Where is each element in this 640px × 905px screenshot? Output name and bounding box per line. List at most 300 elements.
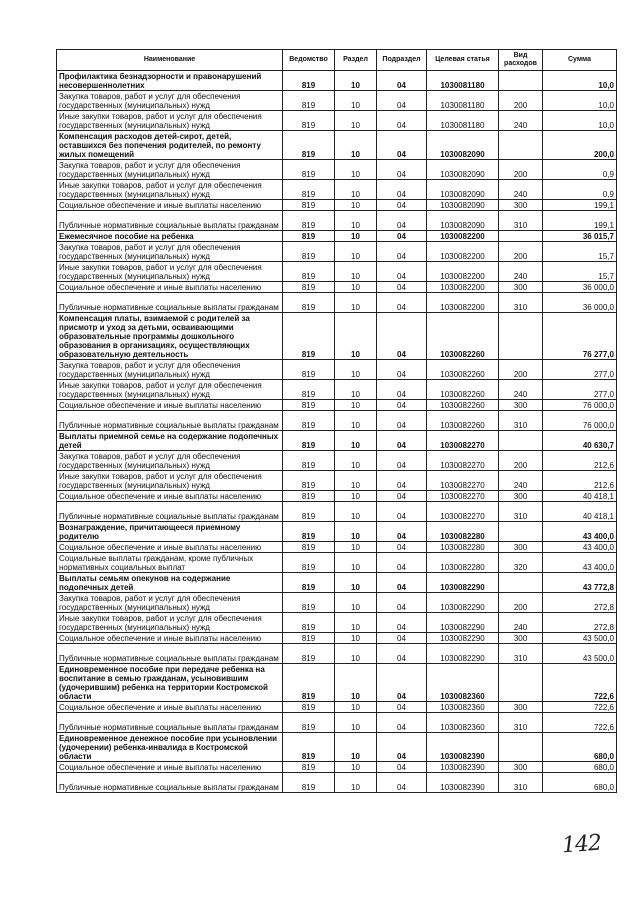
cell-name: Закупка товаров, работ и услуг для обеспечения государственных (муниципальных) нужд bbox=[57, 160, 283, 180]
cell-section: 10 bbox=[335, 553, 377, 573]
cell-subsection: 04 bbox=[377, 633, 427, 644]
table-row bbox=[57, 522, 617, 542]
cell-subsection: 04 bbox=[377, 293, 427, 313]
cell-dept: 819 bbox=[283, 471, 335, 491]
cell-sum: 277,0 bbox=[543, 380, 617, 400]
cell-subsection: 04 bbox=[377, 491, 427, 502]
cell-type: 200 bbox=[499, 451, 543, 471]
cell-type: 300 bbox=[499, 762, 543, 773]
table-row bbox=[57, 200, 617, 211]
cell-name: Социальное обеспечение и иные выплаты населению bbox=[57, 200, 283, 211]
cell-sum: 40 418,1 bbox=[543, 502, 617, 522]
cell-subsection: 04 bbox=[377, 451, 427, 471]
cell-type: 310 bbox=[499, 773, 543, 793]
cell-dept: 819 bbox=[283, 71, 335, 91]
cell-name: Публичные нормативные социальные выплаты гражданам bbox=[57, 713, 283, 733]
cell-name: Закупка товаров, работ и услуг для обеспечения государственных (муниципальных) нужд bbox=[57, 451, 283, 471]
cell-subsection: 04 bbox=[377, 160, 427, 180]
table-row bbox=[57, 491, 617, 502]
cell-type: 200 bbox=[499, 160, 543, 180]
cell-target: 1030082390 bbox=[427, 762, 499, 773]
header-target: Целевая статья bbox=[427, 50, 499, 71]
cell-name: Компенсация расходов детей-сирот, детей, оставшихся без попечения родителей, по ремонту жилых помещений bbox=[57, 131, 283, 160]
cell-section: 10 bbox=[335, 200, 377, 211]
table-row bbox=[57, 111, 617, 131]
table-row bbox=[57, 91, 617, 111]
cell-sum: 722,6 bbox=[543, 664, 617, 702]
header-section: Раздел bbox=[335, 50, 377, 71]
cell-name: Публичные нормативные социальные выплаты гражданам bbox=[57, 411, 283, 431]
cell-subsection: 04 bbox=[377, 131, 427, 160]
cell-name: Компенсация платы, взимаемой с родителей за присмотр и уход за детьми, осваивающими образовательные программы дошкольного образования в организациях, осуществляющих образовательную деятельность bbox=[57, 313, 283, 360]
cell-target: 1030082200 bbox=[427, 282, 499, 293]
cell-dept: 819 bbox=[283, 664, 335, 702]
cell-type: 310 bbox=[499, 411, 543, 431]
cell-section: 10 bbox=[335, 542, 377, 553]
table-row bbox=[57, 542, 617, 553]
cell-type: 240 bbox=[499, 111, 543, 131]
cell-target: 1030082090 bbox=[427, 180, 499, 200]
cell-type bbox=[499, 431, 543, 451]
cell-target: 1030082200 bbox=[427, 262, 499, 282]
cell-target: 1030082290 bbox=[427, 613, 499, 633]
cell-dept: 819 bbox=[283, 702, 335, 713]
cell-dept: 819 bbox=[283, 91, 335, 111]
cell-section: 10 bbox=[335, 573, 377, 593]
table-row bbox=[57, 644, 617, 664]
table-row bbox=[57, 313, 617, 360]
cell-dept: 819 bbox=[283, 762, 335, 773]
cell-name: Публичные нормативные социальные выплаты гражданам bbox=[57, 211, 283, 231]
cell-dept: 819 bbox=[283, 593, 335, 613]
cell-subsection: 04 bbox=[377, 522, 427, 542]
cell-section: 10 bbox=[335, 633, 377, 644]
cell-section: 10 bbox=[335, 491, 377, 502]
table-row bbox=[57, 713, 617, 733]
cell-section: 10 bbox=[335, 313, 377, 360]
cell-target: 1030082090 bbox=[427, 160, 499, 180]
cell-target: 1030081180 bbox=[427, 111, 499, 131]
table-row bbox=[57, 262, 617, 282]
header-name: Наименование bbox=[57, 50, 283, 71]
header-dept: Ведомство bbox=[283, 50, 335, 71]
cell-dept: 819 bbox=[283, 411, 335, 431]
table-row bbox=[57, 471, 617, 491]
cell-section: 10 bbox=[335, 71, 377, 91]
table-row bbox=[57, 664, 617, 702]
cell-type: 300 bbox=[499, 200, 543, 211]
cell-subsection: 04 bbox=[377, 431, 427, 451]
cell-name: Иные закупки товаров, работ и услуг для обеспечения государственных (муниципальных) нужд bbox=[57, 111, 283, 131]
cell-dept: 819 bbox=[283, 282, 335, 293]
cell-subsection: 04 bbox=[377, 200, 427, 211]
cell-sum: 36 000,0 bbox=[543, 293, 617, 313]
cell-name: Публичные нормативные социальные выплаты гражданам bbox=[57, 502, 283, 522]
cell-name: Социальное обеспечение и иные выплаты населению bbox=[57, 542, 283, 553]
cell-dept: 819 bbox=[283, 180, 335, 200]
cell-subsection: 04 bbox=[377, 762, 427, 773]
cell-section: 10 bbox=[335, 293, 377, 313]
cell-name: Закупка товаров, работ и услуг для обеспечения государственных (муниципальных) нужд bbox=[57, 360, 283, 380]
table-row bbox=[57, 360, 617, 380]
cell-type: 300 bbox=[499, 633, 543, 644]
cell-subsection: 04 bbox=[377, 231, 427, 242]
cell-subsection: 04 bbox=[377, 773, 427, 793]
table-row bbox=[57, 773, 617, 793]
table-row bbox=[57, 160, 617, 180]
cell-dept: 819 bbox=[283, 613, 335, 633]
cell-type: 300 bbox=[499, 282, 543, 293]
cell-target: 1030082090 bbox=[427, 200, 499, 211]
cell-subsection: 04 bbox=[377, 360, 427, 380]
cell-name: Иные закупки товаров, работ и услуг для обеспечения государственных (муниципальных) нужд bbox=[57, 380, 283, 400]
cell-name: Иные закупки товаров, работ и услуг для обеспечения государственных (муниципальных) нужд bbox=[57, 262, 283, 282]
cell-sum: 200,0 bbox=[543, 131, 617, 160]
cell-section: 10 bbox=[335, 91, 377, 111]
cell-target: 1030082270 bbox=[427, 471, 499, 491]
cell-dept: 819 bbox=[283, 644, 335, 664]
cell-name: Иные закупки товаров, работ и услуг для обеспечения государственных (муниципальных) нужд bbox=[57, 613, 283, 633]
cell-sum: 15,7 bbox=[543, 262, 617, 282]
cell-dept: 819 bbox=[283, 242, 335, 262]
cell-section: 10 bbox=[335, 411, 377, 431]
table-row bbox=[57, 502, 617, 522]
cell-section: 10 bbox=[335, 471, 377, 491]
cell-sum: 76 000,0 bbox=[543, 411, 617, 431]
table-row bbox=[57, 380, 617, 400]
table-row bbox=[57, 633, 617, 644]
cell-section: 10 bbox=[335, 180, 377, 200]
cell-subsection: 04 bbox=[377, 180, 427, 200]
cell-name: Социальное обеспечение и иные выплаты населению bbox=[57, 400, 283, 411]
cell-section: 10 bbox=[335, 762, 377, 773]
cell-target: 1030082290 bbox=[427, 644, 499, 664]
cell-type: 300 bbox=[499, 542, 543, 553]
cell-sum: 43 500,0 bbox=[543, 644, 617, 664]
cell-section: 10 bbox=[335, 282, 377, 293]
cell-dept: 819 bbox=[283, 713, 335, 733]
cell-type: 240 bbox=[499, 180, 543, 200]
cell-subsection: 04 bbox=[377, 471, 427, 491]
cell-dept: 819 bbox=[283, 293, 335, 313]
cell-target: 1030082290 bbox=[427, 633, 499, 644]
cell-section: 10 bbox=[335, 664, 377, 702]
table-row bbox=[57, 242, 617, 262]
cell-subsection: 04 bbox=[377, 71, 427, 91]
cell-subsection: 04 bbox=[377, 573, 427, 593]
cell-type: 300 bbox=[499, 400, 543, 411]
table-row bbox=[57, 293, 617, 313]
cell-type: 300 bbox=[499, 491, 543, 502]
cell-target: 1030082090 bbox=[427, 211, 499, 231]
cell-section: 10 bbox=[335, 360, 377, 380]
cell-sum: 40 418,1 bbox=[543, 491, 617, 502]
cell-type: 310 bbox=[499, 644, 543, 664]
cell-subsection: 04 bbox=[377, 91, 427, 111]
cell-section: 10 bbox=[335, 502, 377, 522]
cell-dept: 819 bbox=[283, 733, 335, 762]
cell-sum: 277,0 bbox=[543, 360, 617, 380]
cell-target: 1030082290 bbox=[427, 573, 499, 593]
cell-sum: 10,0 bbox=[543, 71, 617, 91]
cell-target: 1030082360 bbox=[427, 702, 499, 713]
cell-sum: 0,9 bbox=[543, 160, 617, 180]
cell-section: 10 bbox=[335, 131, 377, 160]
cell-name: Социальное обеспечение и иные выплаты населению bbox=[57, 491, 283, 502]
cell-name: Выплаты приемной семье на содержание подопечных детей bbox=[57, 431, 283, 451]
cell-target: 1030082260 bbox=[427, 380, 499, 400]
cell-type: 200 bbox=[499, 360, 543, 380]
cell-sum: 43 400,0 bbox=[543, 522, 617, 542]
table-row bbox=[57, 733, 617, 762]
cell-dept: 819 bbox=[283, 573, 335, 593]
cell-name: Социальное обеспечение и иные выплаты населению bbox=[57, 633, 283, 644]
cell-type bbox=[499, 664, 543, 702]
cell-target: 1030082280 bbox=[427, 522, 499, 542]
cell-name: Закупка товаров, работ и услуг для обеспечения государственных (муниципальных) нужд bbox=[57, 91, 283, 111]
cell-target: 1030082260 bbox=[427, 360, 499, 380]
header-subsection: Подраздел bbox=[377, 50, 427, 71]
cell-section: 10 bbox=[335, 160, 377, 180]
cell-name: Публичные нормативные социальные выплаты гражданам bbox=[57, 644, 283, 664]
cell-type bbox=[499, 231, 543, 242]
table-row bbox=[57, 762, 617, 773]
cell-subsection: 04 bbox=[377, 111, 427, 131]
cell-type: 310 bbox=[499, 293, 543, 313]
cell-dept: 819 bbox=[283, 553, 335, 573]
cell-name: Вознаграждение, причитающееся приемному родителю bbox=[57, 522, 283, 542]
cell-sum: 15,7 bbox=[543, 242, 617, 262]
table-row bbox=[57, 411, 617, 431]
cell-name: Ежемесячное пособие на ребенка bbox=[57, 231, 283, 242]
cell-dept: 819 bbox=[283, 160, 335, 180]
cell-sum: 680,0 bbox=[543, 773, 617, 793]
cell-target: 1030082290 bbox=[427, 593, 499, 613]
cell-target: 1030082260 bbox=[427, 411, 499, 431]
table-row bbox=[57, 593, 617, 613]
cell-target: 1030081180 bbox=[427, 91, 499, 111]
cell-type bbox=[499, 733, 543, 762]
cell-sum: 76 277,0 bbox=[543, 313, 617, 360]
cell-sum: 212,6 bbox=[543, 451, 617, 471]
cell-dept: 819 bbox=[283, 522, 335, 542]
cell-section: 10 bbox=[335, 733, 377, 762]
cell-sum: 212,6 bbox=[543, 471, 617, 491]
cell-type bbox=[499, 573, 543, 593]
cell-dept: 819 bbox=[283, 400, 335, 411]
cell-name: Иные закупки товаров, работ и услуг для обеспечения государственных (муниципальных) нужд bbox=[57, 471, 283, 491]
header-sum: Сумма bbox=[543, 50, 617, 71]
cell-type: 240 bbox=[499, 380, 543, 400]
table-row bbox=[57, 553, 617, 573]
cell-dept: 819 bbox=[283, 542, 335, 553]
cell-target: 1030082390 bbox=[427, 733, 499, 762]
cell-target: 1030082090 bbox=[427, 131, 499, 160]
cell-name: Единовременное денежное пособие при усыновлении (удочерении) ребенка-инвалида в Костромской области bbox=[57, 733, 283, 762]
cell-section: 10 bbox=[335, 713, 377, 733]
cell-target: 1030082360 bbox=[427, 713, 499, 733]
header-type: Вид расходов bbox=[499, 50, 543, 71]
budget-table bbox=[56, 49, 617, 793]
cell-section: 10 bbox=[335, 400, 377, 411]
cell-target: 1030082270 bbox=[427, 451, 499, 471]
cell-target: 1030082280 bbox=[427, 553, 499, 573]
cell-type bbox=[499, 131, 543, 160]
cell-sum: 199,1 bbox=[543, 211, 617, 231]
cell-name: Социальное обеспечение и иные выплаты населению bbox=[57, 282, 283, 293]
cell-section: 10 bbox=[335, 644, 377, 664]
cell-section: 10 bbox=[335, 702, 377, 713]
table-row bbox=[57, 400, 617, 411]
cell-dept: 819 bbox=[283, 451, 335, 471]
cell-subsection: 04 bbox=[377, 380, 427, 400]
cell-sum: 272,8 bbox=[543, 593, 617, 613]
cell-subsection: 04 bbox=[377, 702, 427, 713]
table-row bbox=[57, 451, 617, 471]
cell-dept: 819 bbox=[283, 211, 335, 231]
cell-name: Закупка товаров, работ и услуг для обеспечения государственных (муниципальных) нужд bbox=[57, 242, 283, 262]
cell-dept: 819 bbox=[283, 231, 335, 242]
cell-target: 1030082200 bbox=[427, 242, 499, 262]
cell-subsection: 04 bbox=[377, 542, 427, 553]
cell-dept: 819 bbox=[283, 313, 335, 360]
cell-sum: 10,0 bbox=[543, 111, 617, 131]
cell-dept: 819 bbox=[283, 262, 335, 282]
cell-sum: 680,0 bbox=[543, 762, 617, 773]
cell-type: 240 bbox=[499, 262, 543, 282]
cell-type: 310 bbox=[499, 502, 543, 522]
cell-name: Профилактика безнадзорности и правонарушений несовершеннолетних bbox=[57, 71, 283, 91]
cell-subsection: 04 bbox=[377, 400, 427, 411]
cell-sum: 43 500,0 bbox=[543, 633, 617, 644]
cell-subsection: 04 bbox=[377, 502, 427, 522]
cell-subsection: 04 bbox=[377, 644, 427, 664]
cell-section: 10 bbox=[335, 593, 377, 613]
cell-target: 1030082360 bbox=[427, 664, 499, 702]
cell-sum: 43 772,8 bbox=[543, 573, 617, 593]
cell-sum: 272,8 bbox=[543, 613, 617, 633]
cell-sum: 76 000,0 bbox=[543, 400, 617, 411]
cell-dept: 819 bbox=[283, 200, 335, 211]
cell-type: 200 bbox=[499, 91, 543, 111]
cell-target: 1030082280 bbox=[427, 542, 499, 553]
cell-subsection: 04 bbox=[377, 613, 427, 633]
cell-subsection: 04 bbox=[377, 733, 427, 762]
table-body bbox=[57, 71, 617, 793]
cell-section: 10 bbox=[335, 613, 377, 633]
table-row bbox=[57, 71, 617, 91]
table-row bbox=[57, 211, 617, 231]
table-row bbox=[57, 702, 617, 713]
cell-name: Публичные нормативные социальные выплаты гражданам bbox=[57, 293, 283, 313]
cell-name: Выплаты семьям опекунов на содержание подопечных детей bbox=[57, 573, 283, 593]
cell-dept: 819 bbox=[283, 360, 335, 380]
cell-name: Социальное обеспечение и иные выплаты населению bbox=[57, 702, 283, 713]
cell-dept: 819 bbox=[283, 773, 335, 793]
cell-type: 240 bbox=[499, 471, 543, 491]
cell-section: 10 bbox=[335, 522, 377, 542]
cell-target: 1030082390 bbox=[427, 773, 499, 793]
cell-dept: 819 bbox=[283, 380, 335, 400]
cell-sum: 10,0 bbox=[543, 91, 617, 111]
page-number: 142 bbox=[561, 830, 602, 859]
cell-target: 1030082270 bbox=[427, 502, 499, 522]
cell-section: 10 bbox=[335, 380, 377, 400]
cell-target: 1030082270 bbox=[427, 431, 499, 451]
cell-section: 10 bbox=[335, 231, 377, 242]
cell-sum: 722,6 bbox=[543, 713, 617, 733]
cell-type: 310 bbox=[499, 211, 543, 231]
cell-section: 10 bbox=[335, 431, 377, 451]
cell-type: 200 bbox=[499, 593, 543, 613]
cell-sum: 43 400,0 bbox=[543, 553, 617, 573]
table-row bbox=[57, 573, 617, 593]
cell-target: 1030082260 bbox=[427, 313, 499, 360]
cell-dept: 819 bbox=[283, 131, 335, 160]
cell-sum: 36 015,7 bbox=[543, 231, 617, 242]
cell-sum: 722,6 bbox=[543, 702, 617, 713]
table-row bbox=[57, 131, 617, 160]
cell-type: 300 bbox=[499, 702, 543, 713]
cell-sum: 36 000,0 bbox=[543, 282, 617, 293]
cell-subsection: 04 bbox=[377, 593, 427, 613]
table-row bbox=[57, 231, 617, 242]
cell-subsection: 04 bbox=[377, 282, 427, 293]
cell-type: 310 bbox=[499, 713, 543, 733]
cell-type bbox=[499, 71, 543, 91]
cell-section: 10 bbox=[335, 773, 377, 793]
cell-subsection: 04 bbox=[377, 713, 427, 733]
cell-dept: 819 bbox=[283, 111, 335, 131]
cell-section: 10 bbox=[335, 451, 377, 471]
cell-type: 240 bbox=[499, 613, 543, 633]
cell-subsection: 04 bbox=[377, 553, 427, 573]
cell-section: 10 bbox=[335, 211, 377, 231]
cell-subsection: 04 bbox=[377, 211, 427, 231]
cell-dept: 819 bbox=[283, 491, 335, 502]
cell-subsection: 04 bbox=[377, 242, 427, 262]
cell-dept: 819 bbox=[283, 633, 335, 644]
cell-subsection: 04 bbox=[377, 664, 427, 702]
cell-type bbox=[499, 313, 543, 360]
cell-type: 200 bbox=[499, 242, 543, 262]
cell-section: 10 bbox=[335, 262, 377, 282]
table-row bbox=[57, 431, 617, 451]
cell-name: Социальное обеспечение и иные выплаты населению bbox=[57, 762, 283, 773]
cell-section: 10 bbox=[335, 111, 377, 131]
cell-sum: 680,0 bbox=[543, 733, 617, 762]
cell-type: 320 bbox=[499, 553, 543, 573]
cell-target: 1030082200 bbox=[427, 293, 499, 313]
cell-name: Публичные нормативные социальные выплаты гражданам bbox=[57, 773, 283, 793]
cell-dept: 819 bbox=[283, 431, 335, 451]
table-row bbox=[57, 613, 617, 633]
cell-target: 1030082270 bbox=[427, 491, 499, 502]
cell-sum: 0,9 bbox=[543, 180, 617, 200]
cell-target: 1030082260 bbox=[427, 400, 499, 411]
cell-target: 1030082200 bbox=[427, 231, 499, 242]
cell-sum: 43 400,0 bbox=[543, 542, 617, 553]
cell-name: Закупка товаров, работ и услуг для обеспечения государственных (муниципальных) нужд bbox=[57, 593, 283, 613]
table-row bbox=[57, 282, 617, 293]
cell-subsection: 04 bbox=[377, 411, 427, 431]
cell-name: Иные закупки товаров, работ и услуг для обеспечения государственных (муниципальных) нужд bbox=[57, 180, 283, 200]
cell-name: Единовременное пособие при передаче ребенка на воспитание в семью гражданам, усыновившим (удочерившим) ребенка на территории Костромской области bbox=[57, 664, 283, 702]
cell-name: Социальные выплаты гражданам, кроме публичных нормативных социальных выплат bbox=[57, 553, 283, 573]
cell-target: 1030081180 bbox=[427, 71, 499, 91]
table-header-row bbox=[57, 50, 617, 71]
cell-subsection: 04 bbox=[377, 262, 427, 282]
